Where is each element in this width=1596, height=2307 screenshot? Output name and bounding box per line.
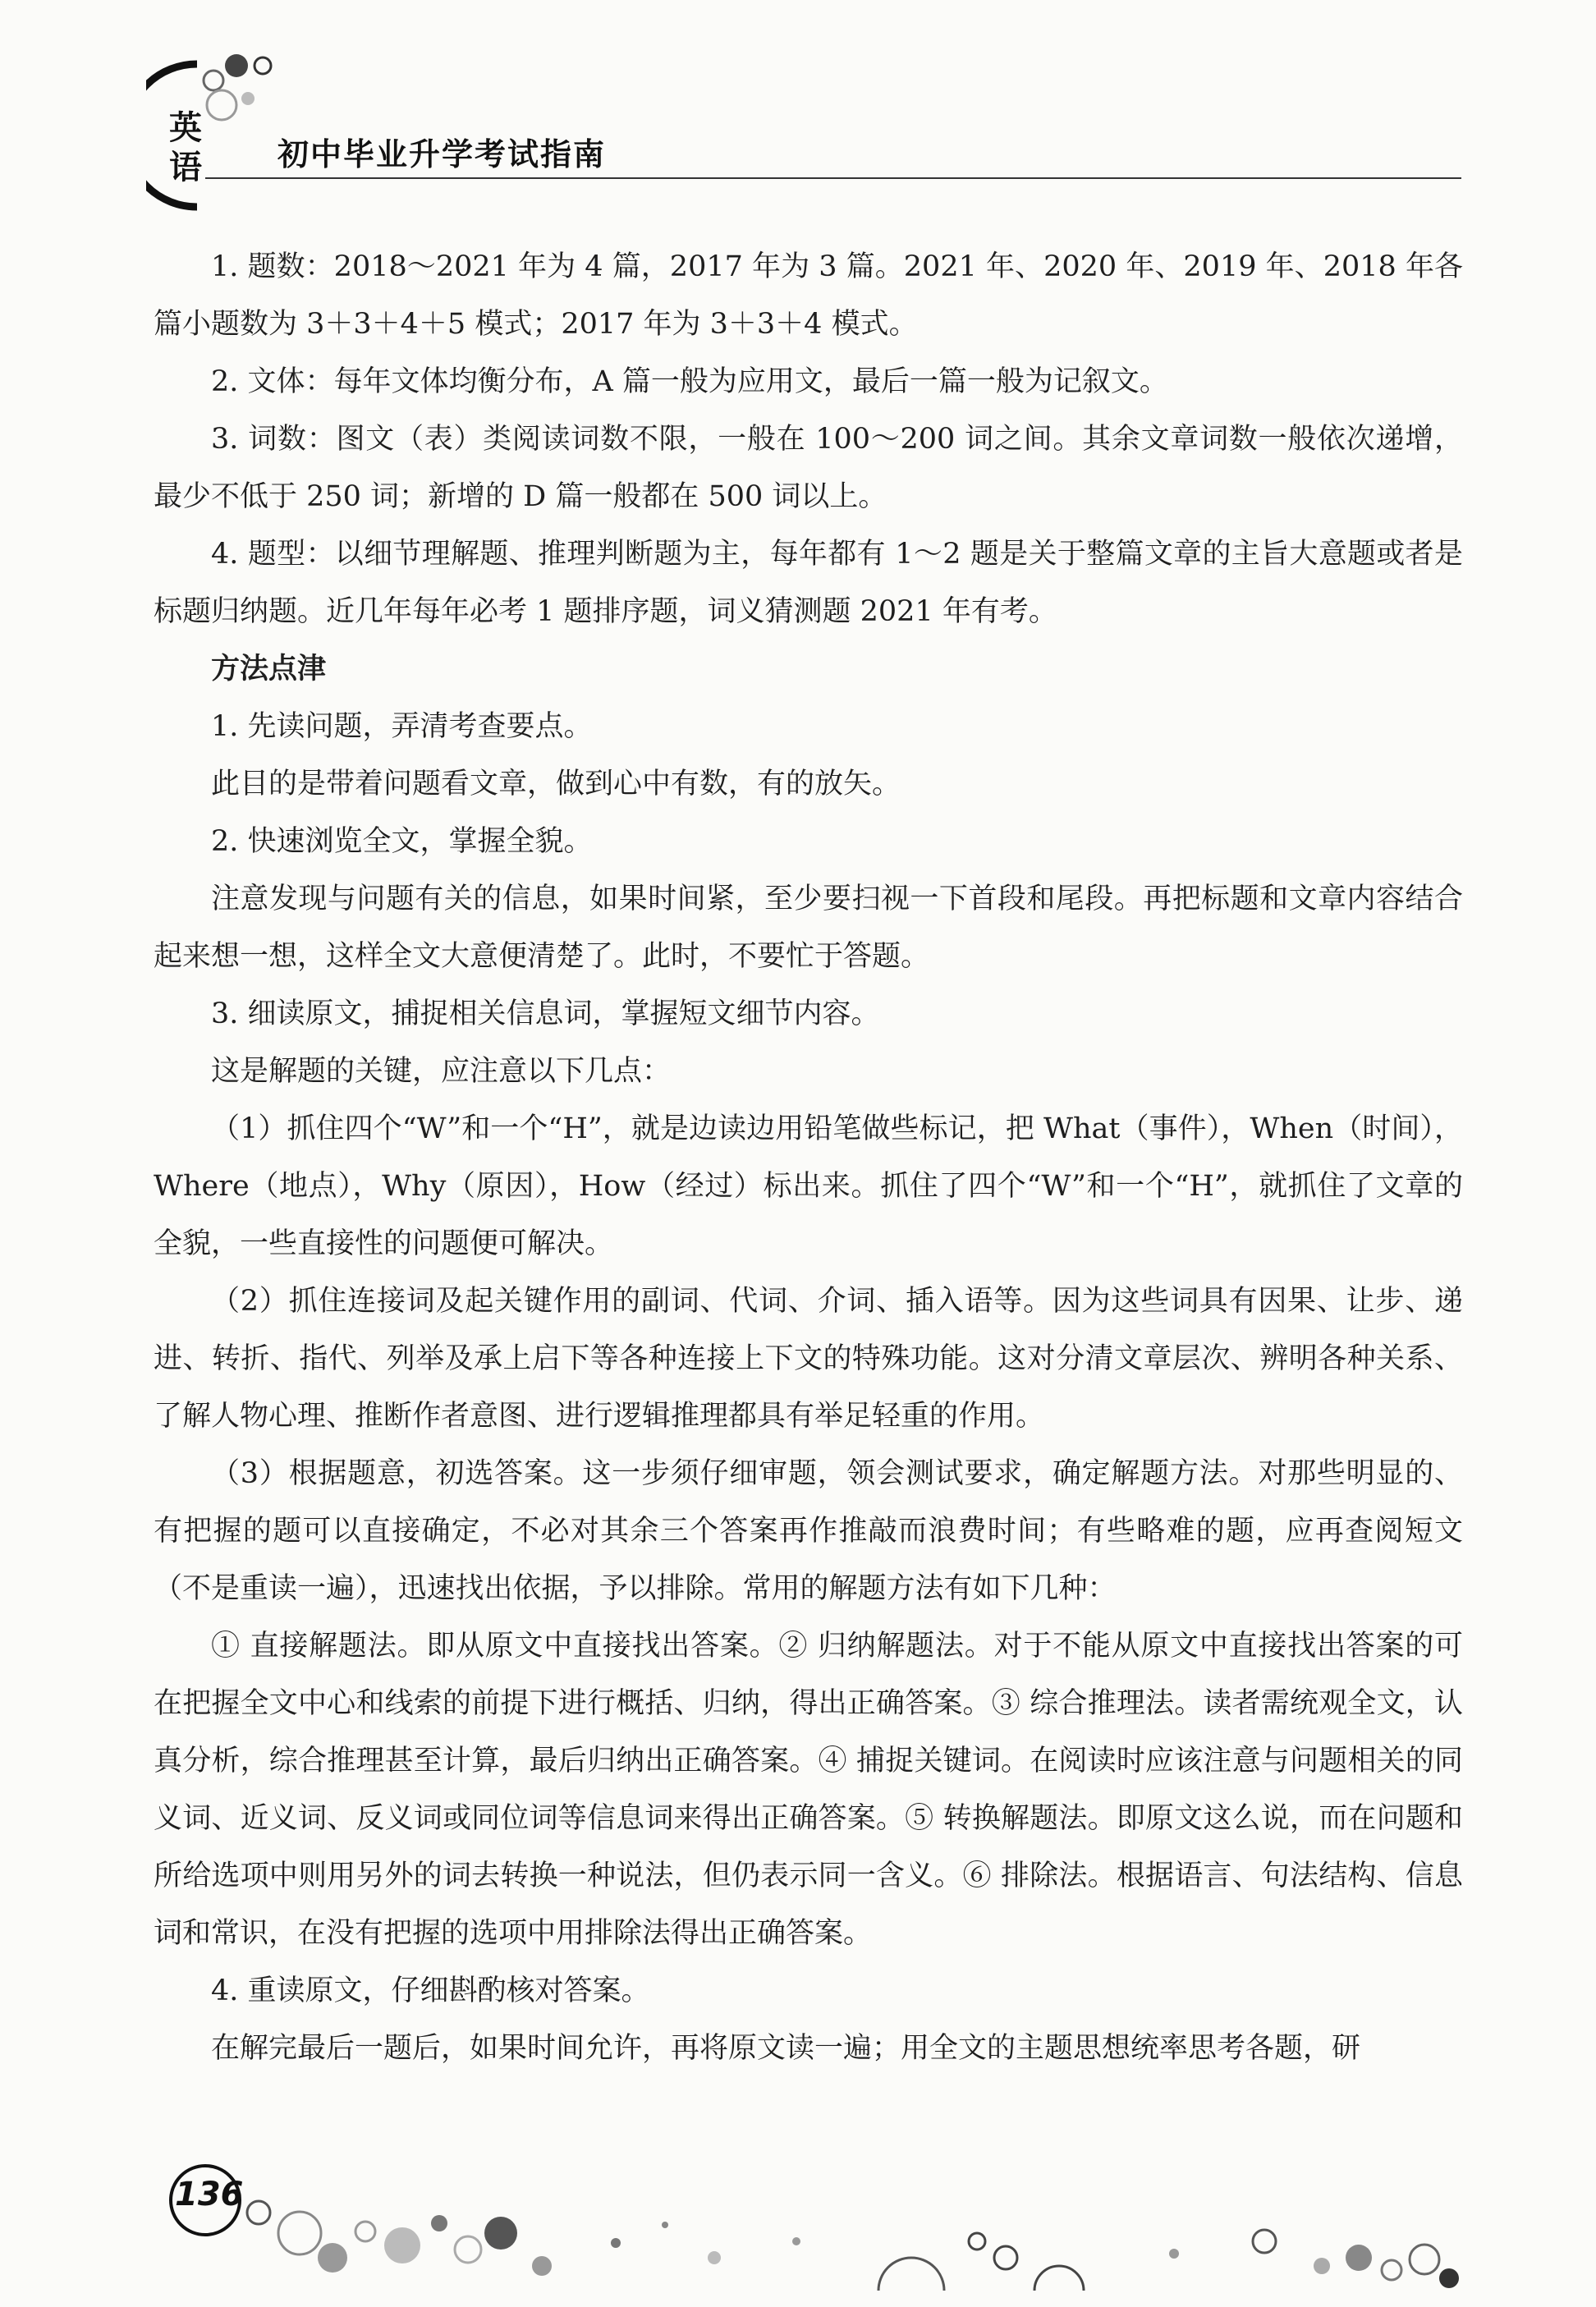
paragraph: （3）根据题意，初选答案。这一步须仔细审题，领会测试要求，确定解题方法。对那些明显的、有把握的题可以直接确定，不必对其余三个答案再作推敲而浪费时间；有些略难的题，应再查阅短文（不是重读一遍），迅速找出依据，予以排除。常用的解题方法有如下几种： xyxy=(154,1457,1463,1605)
paragraph: 2. 快速浏览全文，掌握全貌。 xyxy=(211,825,593,858)
paragraph: （1）抓住四个“W”和一个“H”，就是边读边用铅笔做些标记，把 What（事件），When（时间），Where（地点），Why（原因），How（经过）标出来。抓住了四个“W”和一个“H”，就抓住了文章的全貌，一些直接性的问题便可解决。 xyxy=(154,1112,1463,1260)
paragraph: 1. 先读问题，弄清考查要点。 xyxy=(211,710,593,743)
paragraph: ① 直接解题法。即从原文中直接找出答案。② 归纳解题法。对于不能从原文中直接找出答案的可在把握全文中心和线索的前提下进行概括、归纳，得出正确答案。③ 综合推理法。读者需统观全文，认真分析，综合推理甚至计算，最后归纳出正确答案。④ 捕捉关键词。在阅读时应该注意与问题相关的同义词、近义词、反义词或同位词等信息词来得出正确答案。⑤ 转换解题法。即原文这么说，而在问题和所给选项中则用另外的词去转换一种说法，但仍表示同一含义。⑥ 排除法。根据语言、句法结构、信息词和常识，在没有把握的选项中用排除法得出正确答案。 xyxy=(154,1630,1463,1950)
header-rule xyxy=(205,177,1461,179)
paragraph: 4. 题型：以细节理解题、推理判断题为主，每年都有 1～2 题是关于整篇文章的主旨大意题或者是标题归纳题。近几年每年必考 1 题排序题，词义猜测题 2021 年有考。 xyxy=(154,538,1463,628)
section-heading: 方法点津 xyxy=(211,652,327,686)
paragraph: （2）抓住连接词及起关键作用的副词、代词、介词、插入语等。因为这些词具有因果、让步、递进、转折、指代、列举及承上启下等各种连接上下文的特殊功能。这对分清文章层次、辨明各种关系、了解人物心理、推断作者意图、进行逻辑推理都具有举足轻重的作用。 xyxy=(154,1285,1463,1433)
paragraph: 2. 文体：每年文体均衡分布，A 篇一般为应用文，最后一篇一般为记叙文。 xyxy=(211,365,1168,398)
subject-label: 英语 xyxy=(169,108,202,186)
paragraph: 4. 重读原文，仔细斟酌核对答案。 xyxy=(211,1974,650,2007)
page-number: 136 xyxy=(175,2176,244,2213)
book-title: 初中毕业升学考试指南 xyxy=(277,135,607,172)
main-text xyxy=(154,238,1463,2077)
paragraph: 3. 细读原文，捕捉相关信息词，掌握短文细节内容。 xyxy=(211,998,880,1030)
paragraph: 在解完最后一题后，如果时间允许，再将原文读一遍；用全文的主题思想统率思考各题，研 xyxy=(211,2032,1361,2065)
paragraph: 这是解题的关键，应注意以下几点： xyxy=(211,1055,672,1088)
paragraph: 此目的是带着问题看文章，做到心中有数，有的放矢。 xyxy=(211,768,901,800)
paragraph: 3. 词数：图文（表）类阅读词数不限，一般在 100～200 词之间。其余文章词数一般依次递增，最少不低于 250 词；新增的 D 篇一般都在 500 词以上。 xyxy=(154,423,1463,513)
paragraph: 1. 题数：2018～2021 年为 4 篇，2017 年为 3 篇。2021 年、2020 年、2019 年、2018 年各篇小题数为 3＋3＋4＋5 模式；2017 年为 3＋3＋4 模式。 xyxy=(154,250,1463,341)
paragraph: 注意发现与问题有关的信息，如果时间紧，至少要扫视一下首段和尾段。再把标题和文章内容结合起来想一想，这样全文大意便清楚了。此时，不要忙于答题。 xyxy=(154,883,1463,973)
footer-bubble-decoration xyxy=(156,2135,1470,2299)
